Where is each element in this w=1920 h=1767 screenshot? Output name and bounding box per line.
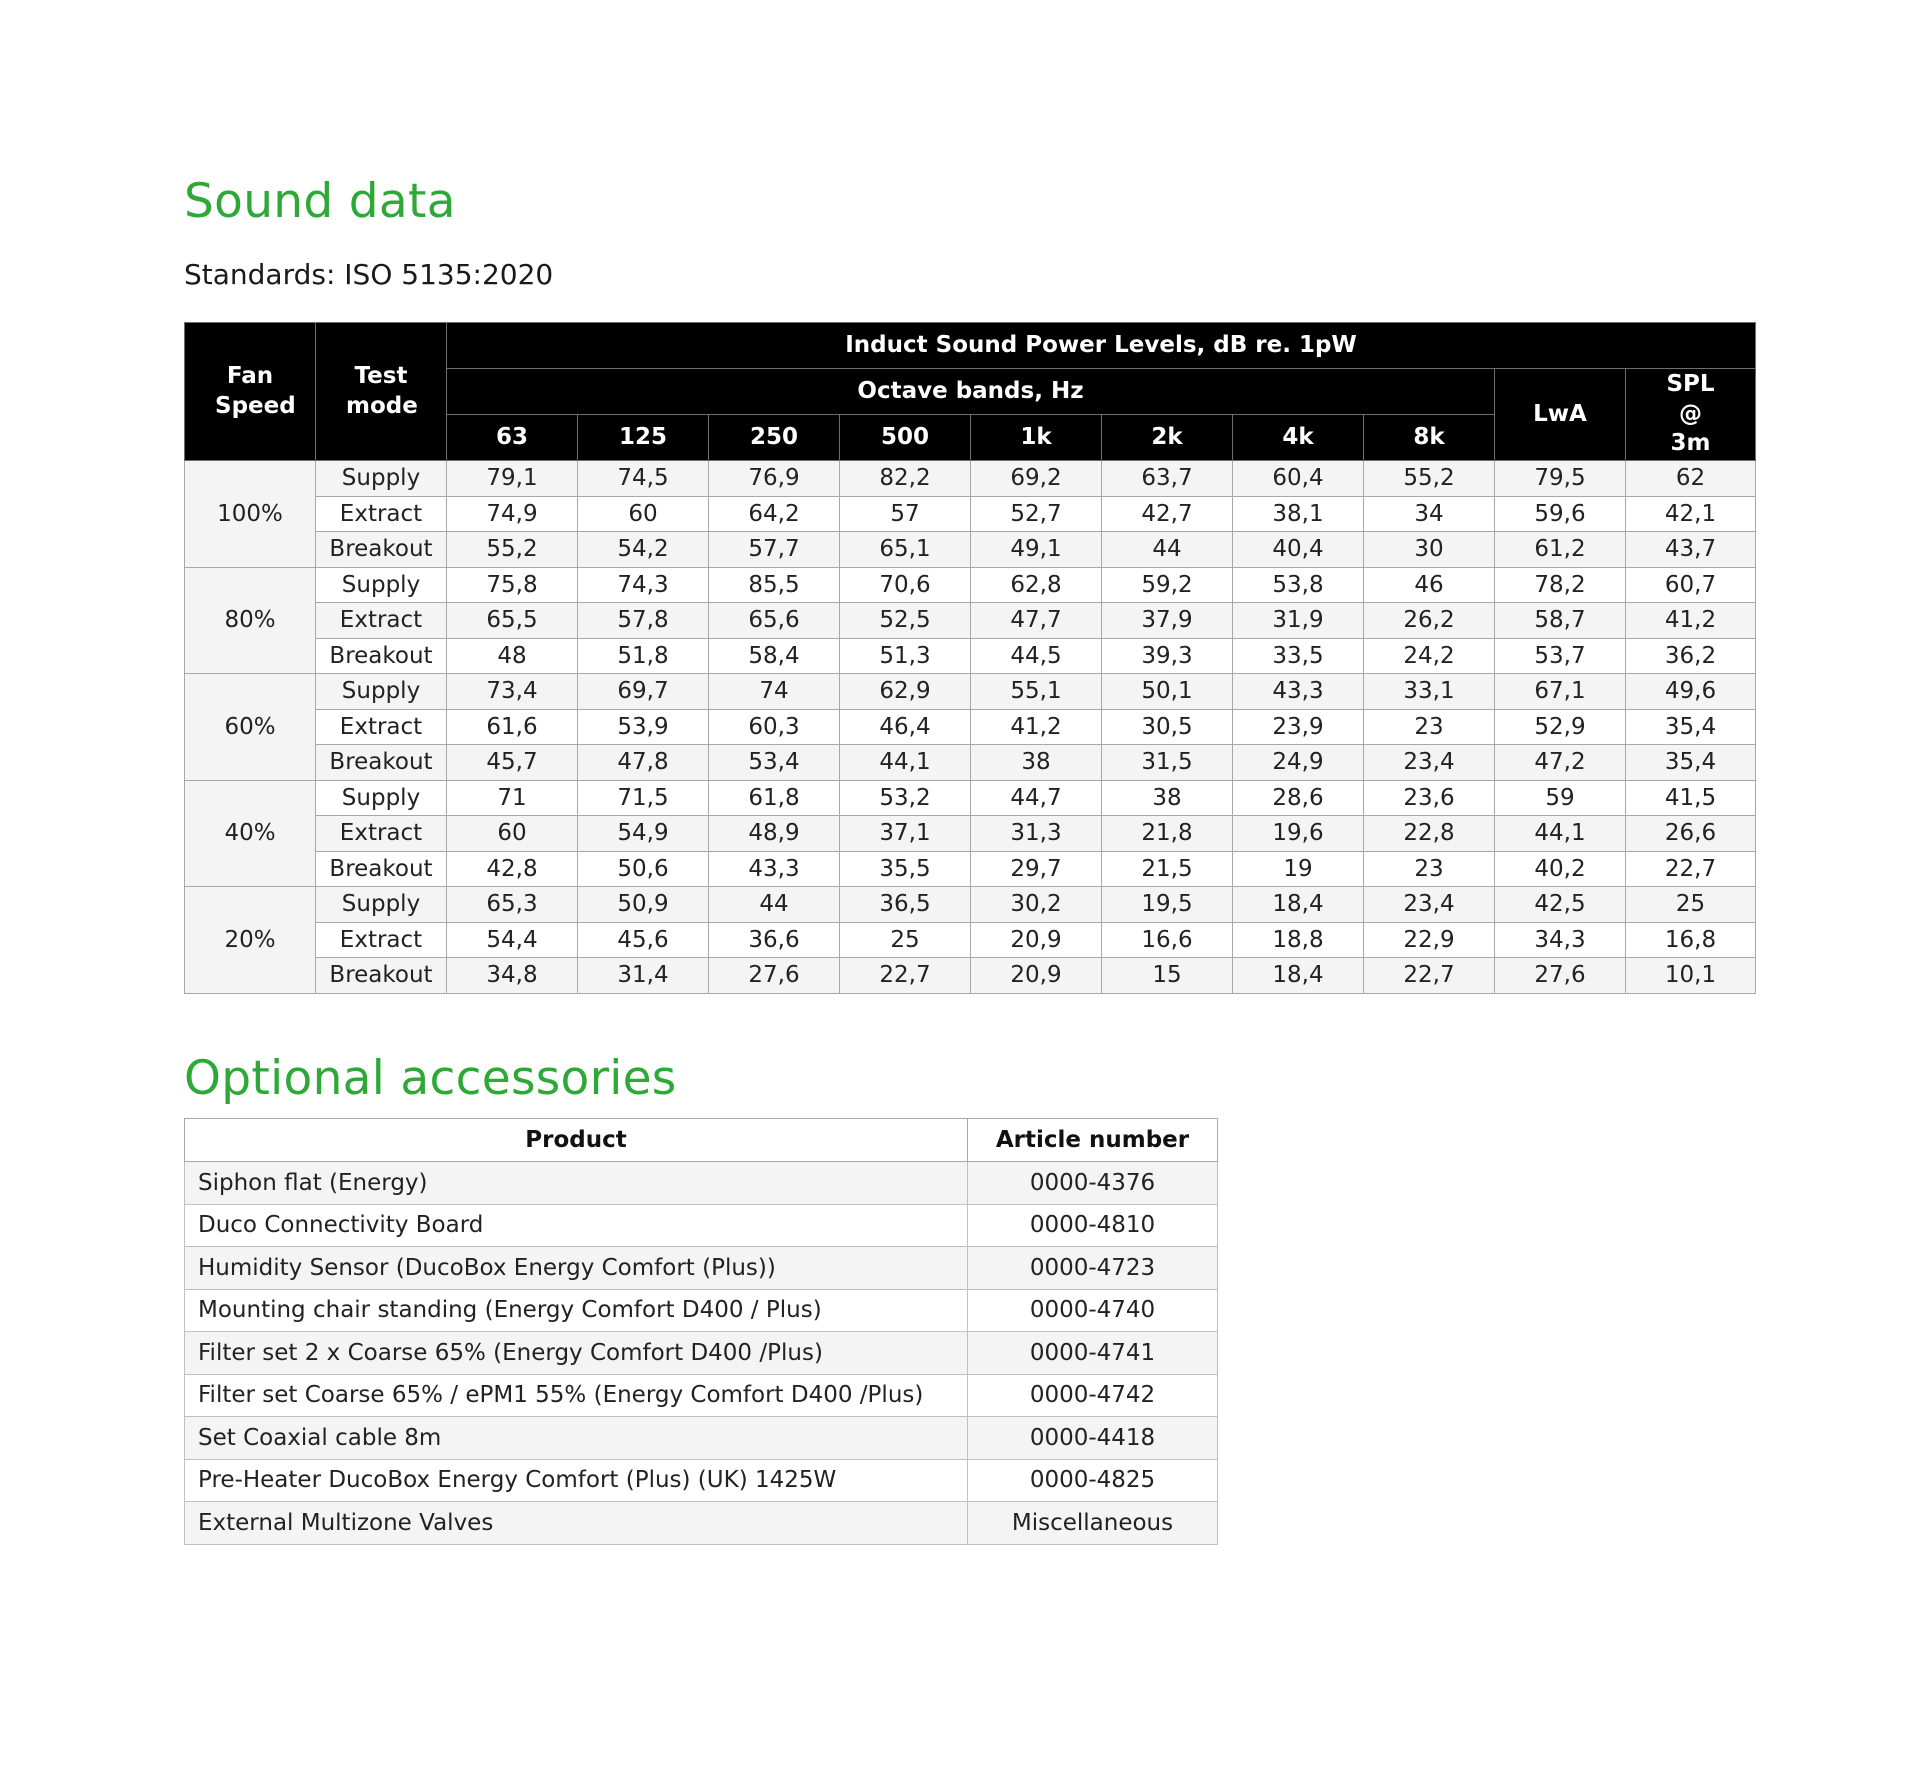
table-row bbox=[185, 1374, 1218, 1417]
value-cell: 39,3 bbox=[1102, 638, 1233, 674]
value-cell: 60 bbox=[578, 496, 709, 532]
value-cell: 71 bbox=[447, 780, 578, 816]
accessories-title: Optional accessories bbox=[184, 1051, 677, 1106]
value-cell: 65,5 bbox=[447, 603, 578, 639]
sound-data-table bbox=[184, 322, 1756, 994]
value-cell: 69,7 bbox=[578, 674, 709, 710]
value-cell: 59,2 bbox=[1102, 567, 1233, 603]
value-cell: 31,4 bbox=[578, 958, 709, 994]
product-cell: Duco Connectivity Board bbox=[185, 1204, 968, 1247]
value-cell: 70,6 bbox=[840, 567, 971, 603]
value-cell: 37,1 bbox=[840, 816, 971, 852]
value-cell: 42,1 bbox=[1626, 496, 1756, 532]
value-cell: 45,6 bbox=[578, 922, 709, 958]
table-row bbox=[185, 1247, 1218, 1290]
value-cell: 55,2 bbox=[447, 532, 578, 568]
value-cell: 78,2 bbox=[1495, 567, 1626, 603]
value-cell: 19,5 bbox=[1102, 887, 1233, 923]
accessories-table bbox=[184, 1118, 1218, 1545]
value-cell: 85,5 bbox=[709, 567, 840, 603]
value-cell: 65,6 bbox=[709, 603, 840, 639]
test-mode-cell: Breakout bbox=[316, 532, 447, 568]
standards-text: Standards: ISO 5135:2020 bbox=[184, 258, 554, 291]
product-cell: Humidity Sensor (DucoBox Energy Comfort (Plus)) bbox=[185, 1247, 968, 1290]
table-row bbox=[185, 745, 1756, 781]
test-mode-cell: Extract bbox=[316, 709, 447, 745]
value-cell: 16,6 bbox=[1102, 922, 1233, 958]
value-cell: 23,4 bbox=[1364, 887, 1495, 923]
test-mode-cell: Supply bbox=[316, 674, 447, 710]
test-mode-cell: Extract bbox=[316, 496, 447, 532]
value-cell: 23,6 bbox=[1364, 780, 1495, 816]
value-cell: 61,6 bbox=[447, 709, 578, 745]
value-cell: 55,2 bbox=[1364, 461, 1495, 497]
value-cell: 53,2 bbox=[840, 780, 971, 816]
table-row bbox=[185, 638, 1756, 674]
header-product: Product bbox=[185, 1119, 968, 1162]
value-cell: 65,1 bbox=[840, 532, 971, 568]
table-row bbox=[185, 851, 1756, 887]
article-number-cell: Miscellaneous bbox=[968, 1502, 1218, 1545]
value-cell: 35,5 bbox=[840, 851, 971, 887]
value-cell: 31,9 bbox=[1233, 603, 1364, 639]
value-cell: 57 bbox=[840, 496, 971, 532]
test-mode-cell: Breakout bbox=[316, 745, 447, 781]
value-cell: 23,4 bbox=[1364, 745, 1495, 781]
value-cell: 22,7 bbox=[1626, 851, 1756, 887]
test-mode-cell: Breakout bbox=[316, 851, 447, 887]
value-cell: 24,9 bbox=[1233, 745, 1364, 781]
fan-speed-cell: 100% bbox=[185, 461, 316, 568]
article-number-cell: 0000-4810 bbox=[968, 1204, 1218, 1247]
value-cell: 19,6 bbox=[1233, 816, 1364, 852]
header-spl: SPL @ 3m bbox=[1626, 369, 1756, 461]
value-cell: 38,1 bbox=[1233, 496, 1364, 532]
header-band-63: 63 bbox=[447, 415, 578, 461]
value-cell: 51,8 bbox=[578, 638, 709, 674]
value-cell: 50,9 bbox=[578, 887, 709, 923]
value-cell: 73,4 bbox=[447, 674, 578, 710]
value-cell: 60 bbox=[447, 816, 578, 852]
value-cell: 41,2 bbox=[971, 709, 1102, 745]
value-cell: 27,6 bbox=[709, 958, 840, 994]
value-cell: 38 bbox=[971, 745, 1102, 781]
product-cell: External Multizone Valves bbox=[185, 1502, 968, 1545]
test-mode-cell: Extract bbox=[316, 603, 447, 639]
value-cell: 35,4 bbox=[1626, 709, 1756, 745]
value-cell: 26,6 bbox=[1626, 816, 1756, 852]
value-cell: 60,3 bbox=[709, 709, 840, 745]
value-cell: 47,8 bbox=[578, 745, 709, 781]
fan-speed-cell: 80% bbox=[185, 567, 316, 674]
value-cell: 23 bbox=[1364, 851, 1495, 887]
header-induct: Induct Sound Power Levels, dB re. 1pW bbox=[447, 323, 1756, 369]
value-cell: 25 bbox=[840, 922, 971, 958]
value-cell: 10,1 bbox=[1626, 958, 1756, 994]
header-band-1k: 1k bbox=[971, 415, 1102, 461]
table-row bbox=[185, 816, 1756, 852]
table-row bbox=[185, 887, 1756, 923]
value-cell: 60,7 bbox=[1626, 567, 1756, 603]
value-cell: 58,7 bbox=[1495, 603, 1626, 639]
table-row bbox=[185, 1332, 1218, 1375]
value-cell: 50,1 bbox=[1102, 674, 1233, 710]
table-row bbox=[185, 567, 1756, 603]
header-band-8k: 8k bbox=[1364, 415, 1495, 461]
value-cell: 36,5 bbox=[840, 887, 971, 923]
value-cell: 33,1 bbox=[1364, 674, 1495, 710]
value-cell: 53,4 bbox=[709, 745, 840, 781]
header-band-2k: 2k bbox=[1102, 415, 1233, 461]
table-row bbox=[185, 1289, 1218, 1332]
value-cell: 53,7 bbox=[1495, 638, 1626, 674]
value-cell: 18,8 bbox=[1233, 922, 1364, 958]
value-cell: 34,3 bbox=[1495, 922, 1626, 958]
test-mode-cell: Breakout bbox=[316, 638, 447, 674]
value-cell: 41,5 bbox=[1626, 780, 1756, 816]
product-cell: Mounting chair standing (Energy Comfort D400 / Plus) bbox=[185, 1289, 968, 1332]
product-cell: Filter set 2 x Coarse 65% (Energy Comfort D400 /Plus) bbox=[185, 1332, 968, 1375]
value-cell: 30 bbox=[1364, 532, 1495, 568]
value-cell: 52,5 bbox=[840, 603, 971, 639]
table-row bbox=[185, 1459, 1218, 1502]
value-cell: 79,5 bbox=[1495, 461, 1626, 497]
value-cell: 53,9 bbox=[578, 709, 709, 745]
fan-speed-cell: 20% bbox=[185, 887, 316, 994]
value-cell: 79,1 bbox=[447, 461, 578, 497]
value-cell: 74 bbox=[709, 674, 840, 710]
value-cell: 28,6 bbox=[1233, 780, 1364, 816]
table-row bbox=[185, 1162, 1218, 1205]
value-cell: 54,2 bbox=[578, 532, 709, 568]
sound-data-title: Sound data bbox=[184, 174, 456, 229]
value-cell: 22,8 bbox=[1364, 816, 1495, 852]
header-band-500: 500 bbox=[840, 415, 971, 461]
value-cell: 44,7 bbox=[971, 780, 1102, 816]
value-cell: 49,6 bbox=[1626, 674, 1756, 710]
value-cell: 16,8 bbox=[1626, 922, 1756, 958]
value-cell: 36,2 bbox=[1626, 638, 1756, 674]
table-row bbox=[185, 1502, 1218, 1545]
value-cell: 42,7 bbox=[1102, 496, 1233, 532]
value-cell: 57,7 bbox=[709, 532, 840, 568]
value-cell: 59,6 bbox=[1495, 496, 1626, 532]
article-number-cell: 0000-4825 bbox=[968, 1459, 1218, 1502]
value-cell: 25 bbox=[1626, 887, 1756, 923]
value-cell: 40,4 bbox=[1233, 532, 1364, 568]
value-cell: 74,9 bbox=[447, 496, 578, 532]
value-cell: 35,4 bbox=[1626, 745, 1756, 781]
value-cell: 62 bbox=[1626, 461, 1756, 497]
value-cell: 44 bbox=[709, 887, 840, 923]
article-number-cell: 0000-4723 bbox=[968, 1247, 1218, 1290]
product-cell: Filter set Coarse 65% / ePM1 55% (Energy Comfort D400 /Plus) bbox=[185, 1374, 968, 1417]
value-cell: 65,3 bbox=[447, 887, 578, 923]
value-cell: 18,4 bbox=[1233, 958, 1364, 994]
value-cell: 52,9 bbox=[1495, 709, 1626, 745]
value-cell: 48 bbox=[447, 638, 578, 674]
value-cell: 23,9 bbox=[1233, 709, 1364, 745]
test-mode-cell: Breakout bbox=[316, 958, 447, 994]
value-cell: 51,3 bbox=[840, 638, 971, 674]
test-mode-cell: Supply bbox=[316, 461, 447, 497]
value-cell: 22,9 bbox=[1364, 922, 1495, 958]
value-cell: 62,9 bbox=[840, 674, 971, 710]
value-cell: 61,8 bbox=[709, 780, 840, 816]
header-band-4k: 4k bbox=[1233, 415, 1364, 461]
value-cell: 45,7 bbox=[447, 745, 578, 781]
value-cell: 22,7 bbox=[1364, 958, 1495, 994]
test-mode-cell: Extract bbox=[316, 922, 447, 958]
value-cell: 36,6 bbox=[709, 922, 840, 958]
fan-speed-cell: 40% bbox=[185, 780, 316, 887]
header-test-mode: Test mode bbox=[316, 323, 447, 461]
header-lwa: LwA bbox=[1495, 369, 1626, 461]
test-mode-cell: Supply bbox=[316, 780, 447, 816]
table-row bbox=[185, 780, 1756, 816]
value-cell: 47,7 bbox=[971, 603, 1102, 639]
value-cell: 54,4 bbox=[447, 922, 578, 958]
table-row bbox=[185, 532, 1756, 568]
value-cell: 29,7 bbox=[971, 851, 1102, 887]
value-cell: 58,4 bbox=[709, 638, 840, 674]
value-cell: 52,7 bbox=[971, 496, 1102, 532]
header-fan-speed: Fan Speed bbox=[185, 323, 316, 461]
value-cell: 57,8 bbox=[578, 603, 709, 639]
value-cell: 23 bbox=[1364, 709, 1495, 745]
test-mode-cell: Supply bbox=[316, 567, 447, 603]
value-cell: 48,9 bbox=[709, 816, 840, 852]
table-row bbox=[185, 603, 1756, 639]
value-cell: 74,3 bbox=[578, 567, 709, 603]
article-number-cell: 0000-4742 bbox=[968, 1374, 1218, 1417]
test-mode-cell: Supply bbox=[316, 887, 447, 923]
header-band-125: 125 bbox=[578, 415, 709, 461]
value-cell: 46 bbox=[1364, 567, 1495, 603]
value-cell: 42,5 bbox=[1495, 887, 1626, 923]
value-cell: 55,1 bbox=[971, 674, 1102, 710]
value-cell: 54,9 bbox=[578, 816, 709, 852]
value-cell: 50,6 bbox=[578, 851, 709, 887]
table-row bbox=[185, 709, 1756, 745]
value-cell: 20,9 bbox=[971, 958, 1102, 994]
value-cell: 26,2 bbox=[1364, 603, 1495, 639]
value-cell: 76,9 bbox=[709, 461, 840, 497]
value-cell: 19 bbox=[1233, 851, 1364, 887]
value-cell: 49,1 bbox=[971, 532, 1102, 568]
table-row bbox=[185, 1417, 1218, 1460]
header-article-number: Article number bbox=[968, 1119, 1218, 1162]
article-number-cell: 0000-4418 bbox=[968, 1417, 1218, 1460]
table-row bbox=[185, 674, 1756, 710]
value-cell: 44 bbox=[1102, 532, 1233, 568]
value-cell: 41,2 bbox=[1626, 603, 1756, 639]
value-cell: 63,7 bbox=[1102, 461, 1233, 497]
product-cell: Set Coaxial cable 8m bbox=[185, 1417, 968, 1460]
value-cell: 74,5 bbox=[578, 461, 709, 497]
value-cell: 53,8 bbox=[1233, 567, 1364, 603]
table-row bbox=[185, 958, 1756, 994]
table-row bbox=[185, 461, 1756, 497]
table-row bbox=[185, 496, 1756, 532]
value-cell: 30,2 bbox=[971, 887, 1102, 923]
value-cell: 42,8 bbox=[447, 851, 578, 887]
value-cell: 61,2 bbox=[1495, 532, 1626, 568]
value-cell: 21,5 bbox=[1102, 851, 1233, 887]
value-cell: 33,5 bbox=[1233, 638, 1364, 674]
fan-speed-cell: 60% bbox=[185, 674, 316, 781]
value-cell: 43,3 bbox=[1233, 674, 1364, 710]
value-cell: 64,2 bbox=[709, 496, 840, 532]
value-cell: 44,5 bbox=[971, 638, 1102, 674]
test-mode-cell: Extract bbox=[316, 816, 447, 852]
product-cell: Siphon flat (Energy) bbox=[185, 1162, 968, 1205]
value-cell: 24,2 bbox=[1364, 638, 1495, 674]
product-cell: Pre-Heater DucoBox Energy Comfort (Plus) (UK) 1425W bbox=[185, 1459, 968, 1502]
value-cell: 69,2 bbox=[971, 461, 1102, 497]
value-cell: 60,4 bbox=[1233, 461, 1364, 497]
value-cell: 37,9 bbox=[1102, 603, 1233, 639]
value-cell: 82,2 bbox=[840, 461, 971, 497]
table-row bbox=[185, 922, 1756, 958]
value-cell: 43,7 bbox=[1626, 532, 1756, 568]
value-cell: 15 bbox=[1102, 958, 1233, 994]
value-cell: 34 bbox=[1364, 496, 1495, 532]
value-cell: 62,8 bbox=[971, 567, 1102, 603]
value-cell: 44,1 bbox=[840, 745, 971, 781]
value-cell: 40,2 bbox=[1495, 851, 1626, 887]
value-cell: 31,5 bbox=[1102, 745, 1233, 781]
value-cell: 71,5 bbox=[578, 780, 709, 816]
value-cell: 30,5 bbox=[1102, 709, 1233, 745]
value-cell: 27,6 bbox=[1495, 958, 1626, 994]
value-cell: 34,8 bbox=[447, 958, 578, 994]
value-cell: 46,4 bbox=[840, 709, 971, 745]
article-number-cell: 0000-4376 bbox=[968, 1162, 1218, 1205]
value-cell: 18,4 bbox=[1233, 887, 1364, 923]
header-band-250: 250 bbox=[709, 415, 840, 461]
value-cell: 47,2 bbox=[1495, 745, 1626, 781]
value-cell: 75,8 bbox=[447, 567, 578, 603]
article-number-cell: 0000-4740 bbox=[968, 1289, 1218, 1332]
value-cell: 20,9 bbox=[971, 922, 1102, 958]
value-cell: 31,3 bbox=[971, 816, 1102, 852]
table-row bbox=[185, 1204, 1218, 1247]
value-cell: 43,3 bbox=[709, 851, 840, 887]
value-cell: 21,8 bbox=[1102, 816, 1233, 852]
value-cell: 44,1 bbox=[1495, 816, 1626, 852]
value-cell: 38 bbox=[1102, 780, 1233, 816]
value-cell: 67,1 bbox=[1495, 674, 1626, 710]
value-cell: 59 bbox=[1495, 780, 1626, 816]
value-cell: 22,7 bbox=[840, 958, 971, 994]
article-number-cell: 0000-4741 bbox=[968, 1332, 1218, 1375]
header-octave: Octave bands, Hz bbox=[447, 369, 1495, 415]
